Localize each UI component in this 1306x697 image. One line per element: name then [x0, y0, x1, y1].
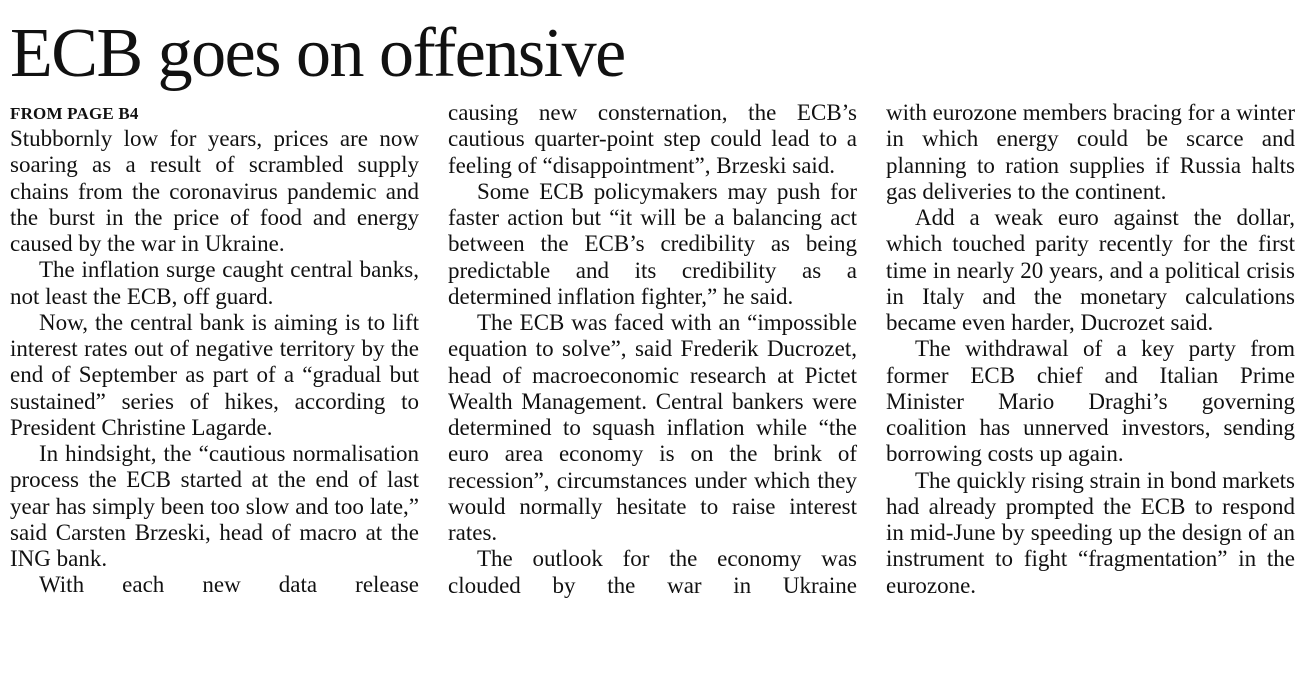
paragraph: The quickly rising strain in bond markets had already prompted the ECB to respond in mid-June by speeding up the design of an instrument to fight “fragmentation” in the eurozone. [886, 467, 1295, 598]
paragraph: Add a weak euro against the dollar, which touched parity recently for the first time in nearly 20 years, and a political crisis in Italy and the monetary calculations became even harder, Ducrozet said. [886, 205, 1295, 335]
paragraph: Now, the central bank is aiming is to lift interest rates out of negative territory by the end of September as part of a “gradual but sustained” series of hikes, according to President Christine Lagarde. [10, 309, 419, 440]
paragraph: The withdrawal of a key party from former ECB chief and Italian Prime Minister Mario Draghi’s governing coalition has unnerved investors, sending borrowing costs up again. [886, 336, 1295, 467]
headline: ECB goes on offensive [10, 15, 625, 92]
article-column-3 [886, 100, 1295, 599]
paragraph: Stubbornly low for years, prices are now soaring as a result of scrambled supply chains from the coronavirus pandemic and the burst in the price of food and energy caused by the war in Ukraine. [10, 126, 419, 256]
continued-from-label: FROM PAGE B4 [10, 104, 139, 123]
paragraph: In hindsight, the “cautious normalisation process the ECB started at the end of last year has simply been too slow and too late,” said Carsten Brzeski, head of macro at the ING bank. [10, 441, 419, 571]
paragraph: Some ECB policymakers may push for faster action but “it will be a balancing act between the ECB’s credibility as being predictable and its credibility as a determined inflation fighter,” he said. [448, 178, 857, 309]
paragraph: The ECB was faced with an “impossible equation to solve”, said Frederik Ducrozet, head of macroeconomic research at Pictet Wealth Management. Central bankers were determined to squash inflation while “the euro area economy is on the brink of recession”, circumstances under which they would normally hesitate to raise interest rates. [448, 310, 857, 545]
paragraph: with eurozone members bracing for a winter in which energy could be scarce and planning to ration supplies if Russia halts gas deliveries to the continent. [886, 100, 1295, 204]
paragraph: The outlook for the economy was clouded by the war in Ukraine [448, 546, 857, 598]
article-column-1 [10, 100, 419, 599]
paragraph: The inflation surge caught central banks, not least the ECB, off guard. [10, 257, 419, 309]
paragraph: With each new data release [39, 572, 419, 598]
paragraph: causing new consternation, the ECB’s cautious quarter-point step could lead to a feeling of “disappointment”, Brzeski said. [448, 100, 857, 178]
article-column-2 [448, 100, 857, 599]
